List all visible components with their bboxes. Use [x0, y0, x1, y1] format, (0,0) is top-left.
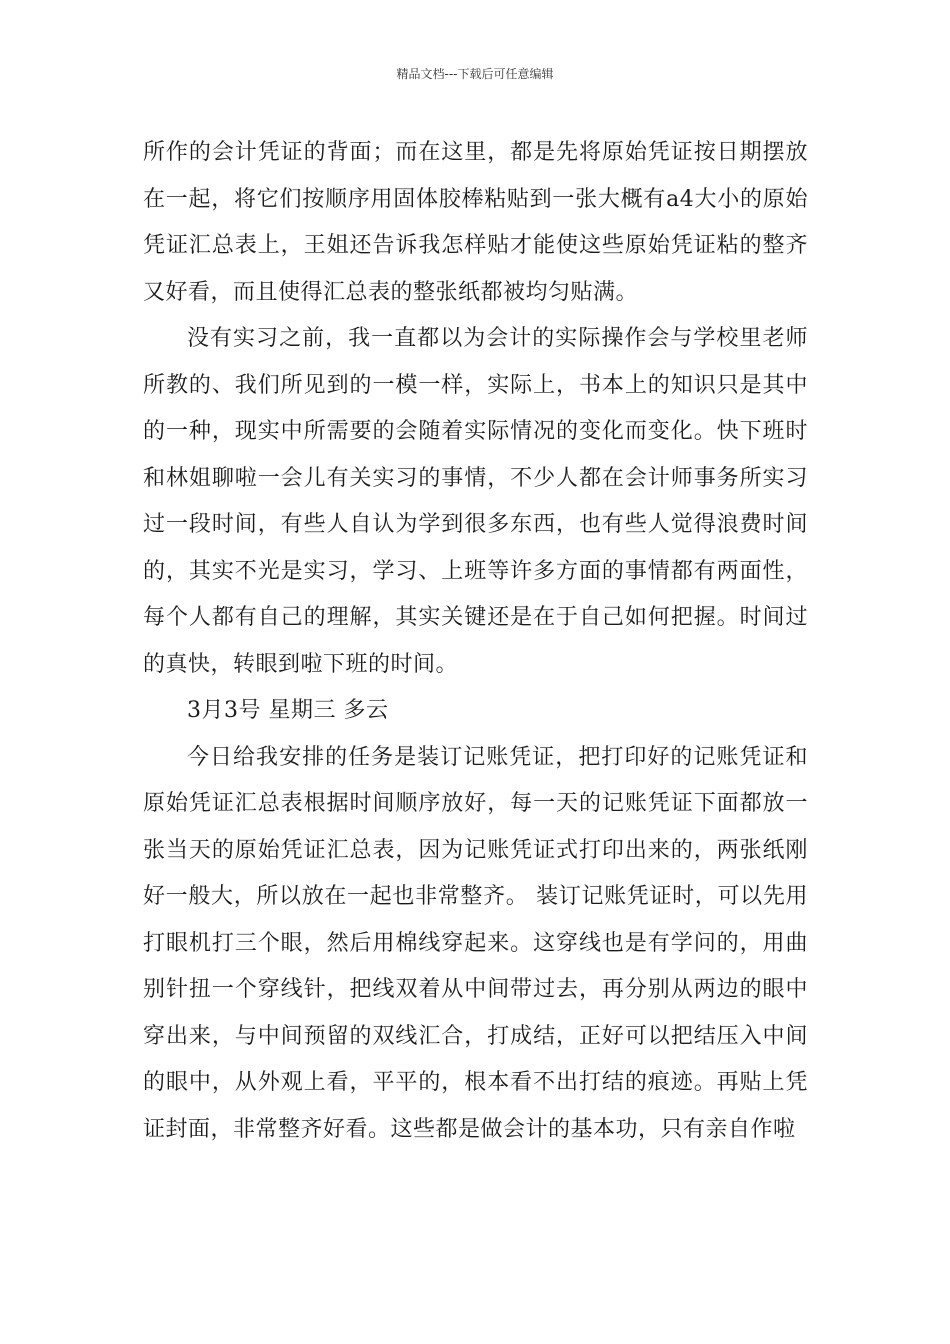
paragraph-2: 没有实习之前，我一直都以为会计的实际操作会与学校里老师所教的、我们所见到的一模一样，实际上，书本上的知识只是其中的一种，现实中所需要的会随着实际情况的变化而变化。快下班时和林姐聊啦一会儿有关实习的事情，不少人都在会计师事务所实习过一段时间，有些人自认为学到很多东西，也有些人觉得浪费时间的，其实不光是实习，学习、上班等许多方面的事情都有两面性，每个人都有自己的理解，其实关键还是在于自己如何把握。时间过的真快，转眼到啦下班的时间。	[143, 326, 808, 677]
document-body	[143, 130, 808, 1153]
page-header: 精品文档---下载后可任意编辑	[396, 67, 554, 81]
paragraph-1: 所作的会计凭证的背面；而在这里，都是先将原始凭证按日期摆放在一起，将它们按顺序用固体胶棒粘贴到一张大概有a4大小的原始凭证汇总表上，王姐还告诉我怎样贴才能使这些原始凭证粘的整齐又好看，而且使得汇总表的整张纸都被均匀贴满。	[143, 140, 808, 305]
paragraph-3: 今日给我安排的任务是装订记账凭证，把打印好的记账凭证和原始凭证汇总表根据时间顺序放好，每一天的记账凭证下面都放一张当天的原始凭证汇总表，因为记账凭证式打印出来的，两张纸刚好一般大，所以放在一起也非常整齐。 装订记账凭证时，可以先用打眼机打三个眼，然后用棉线穿起来。这穿线也是有学问的，用曲别针扭一个穿线针，把线双着从中间带过去，再分别从两边的眼中穿出来，与中间预留的双线汇合，打成结，正好可以把结压入中间的眼中，从外观上看，平平的，根本看不出打结的痕迹。再贴上凭证封面，非常整齐好看。这些都是做会计的基本功，只有亲自作啦	[143, 744, 808, 1142]
date-line: 3月3号 星期三 多云	[187, 698, 389, 723]
